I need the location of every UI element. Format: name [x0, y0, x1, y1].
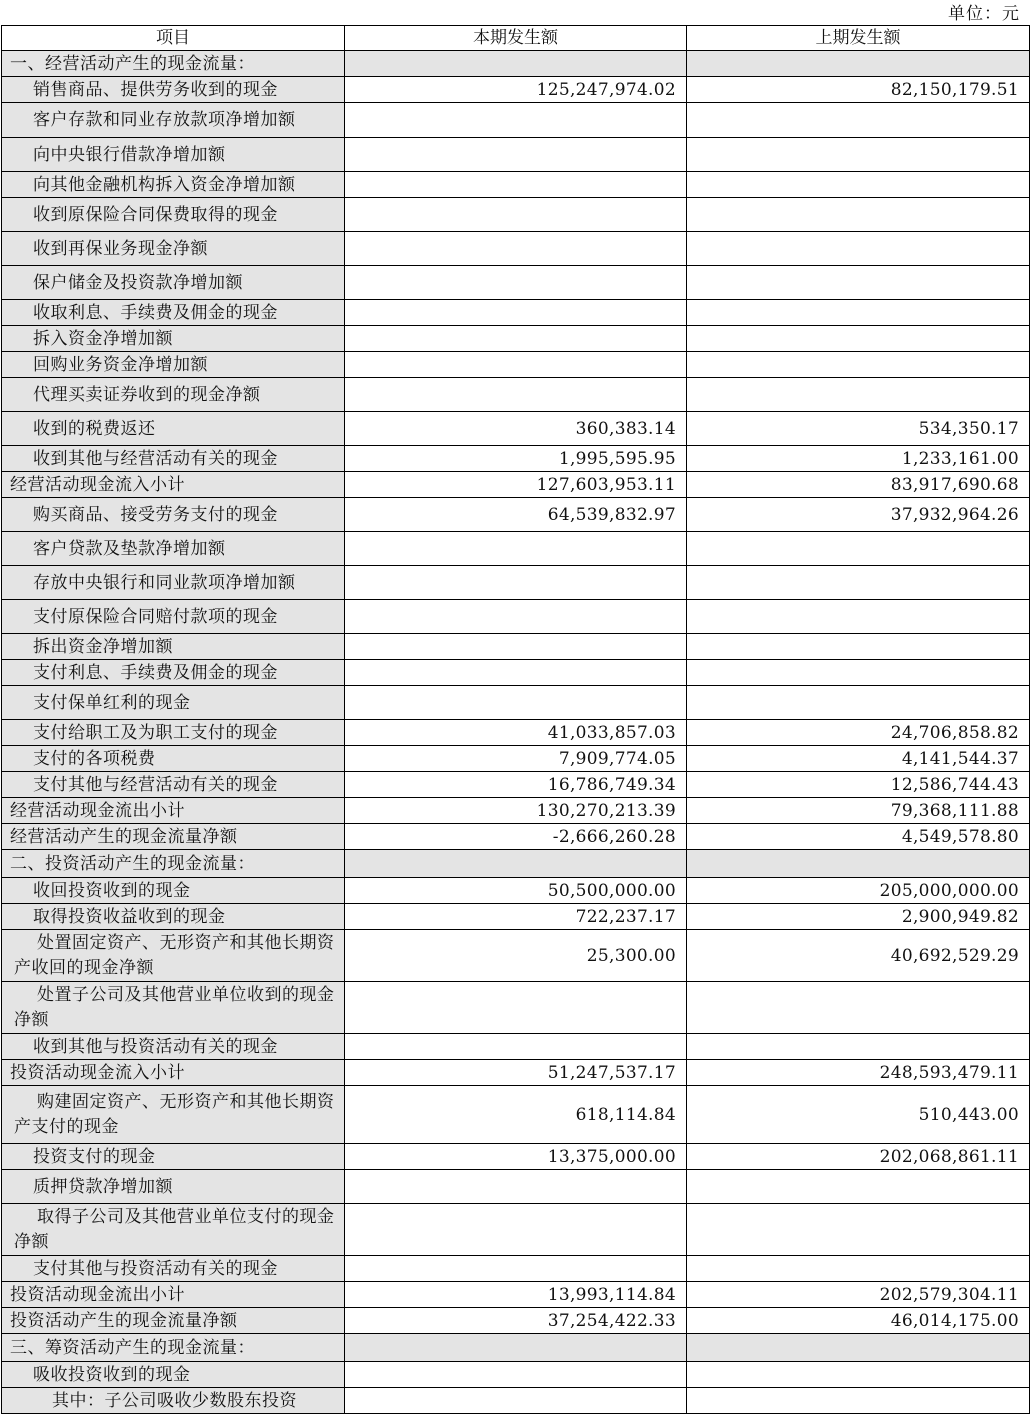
table-row: [2, 1362, 1030, 1388]
current-period-value: [345, 232, 687, 266]
row-label: 支付给职工及为职工支付的现金: [2, 720, 345, 746]
current-period-value: 360,383.14: [345, 412, 687, 446]
table-row: [2, 1170, 1030, 1204]
current-period-value: [345, 566, 687, 600]
row-label: 投资活动产生的现金流量净额: [2, 1308, 345, 1334]
row-label: 拆出资金净增加额: [2, 634, 345, 660]
current-period-value: [345, 1362, 687, 1388]
table-row: [2, 1282, 1030, 1308]
table-row: [2, 326, 1030, 352]
row-label: 购买商品、接受劳务支付的现金: [2, 498, 345, 532]
previous-period-value: [687, 566, 1030, 600]
previous-period-value: [687, 1362, 1030, 1388]
row-label: 客户贷款及垫款净增加额: [2, 532, 345, 566]
previous-period-value: [687, 266, 1030, 300]
previous-period-value: [687, 138, 1030, 172]
previous-period-value: 2,900,949.82: [687, 904, 1030, 930]
current-period-value: 13,375,000.00: [345, 1144, 687, 1170]
section-header-row: [2, 850, 1030, 878]
row-label: 支付的各项税费: [2, 746, 345, 772]
table-row: [2, 600, 1030, 634]
current-period-value: [345, 300, 687, 326]
current-period-value: 618,114.84: [345, 1086, 687, 1144]
table-row: [2, 412, 1030, 446]
table-row: [2, 904, 1030, 930]
row-label: 投资活动现金流入小计: [2, 1060, 345, 1086]
table-row: [2, 660, 1030, 686]
row-label: 处置固定资产、无形资产和其他长期资产收回的现金净额: [2, 930, 345, 982]
previous-period-value: 37,932,964.26: [687, 498, 1030, 532]
table-row: [2, 172, 1030, 198]
row-label: 销售商品、提供劳务收到的现金: [2, 77, 345, 103]
section-header-row: [2, 1334, 1030, 1362]
row-label: 支付其他与经营活动有关的现金: [2, 772, 345, 798]
table-row: [2, 1060, 1030, 1086]
row-label: 投资活动现金流出小计: [2, 1282, 345, 1308]
previous-period-value: [687, 326, 1030, 352]
table-row: [2, 1308, 1030, 1334]
table-header-row: [2, 26, 1030, 51]
previous-period-value: [687, 103, 1030, 138]
table-row: [2, 772, 1030, 798]
current-period-value: 125,247,974.02: [345, 77, 687, 103]
previous-period-value: [687, 634, 1030, 660]
row-label: 吸收投资收到的现金: [2, 1362, 345, 1388]
row-label: 处置子公司及其他营业单位收到的现金净额: [2, 982, 345, 1034]
row-label: 购建固定资产、无形资产和其他长期资产支付的现金: [2, 1086, 345, 1144]
current-period-value: [345, 532, 687, 566]
current-period-value: [345, 51, 687, 77]
table-row: [2, 446, 1030, 472]
current-period-value: [345, 686, 687, 720]
table-row: [2, 982, 1030, 1034]
previous-period-value: [687, 300, 1030, 326]
row-label: 二、投资活动产生的现金流量：: [2, 850, 345, 878]
table-row: [2, 878, 1030, 904]
header-item: 项目: [2, 26, 345, 51]
previous-period-value: [687, 1256, 1030, 1282]
row-label: 存放中央银行和同业款项净增加额: [2, 566, 345, 600]
row-label: 收到原保险合同保费取得的现金: [2, 198, 345, 232]
row-label: 收到其他与投资活动有关的现金: [2, 1034, 345, 1060]
table-row: [2, 103, 1030, 138]
current-period-value: 37,254,422.33: [345, 1308, 687, 1334]
row-label: 其中：子公司吸收少数股东投资: [2, 1388, 345, 1414]
current-period-value: [345, 600, 687, 634]
section-header-row: [2, 51, 1030, 77]
row-label: 取得子公司及其他营业单位支付的现金净额: [2, 1204, 345, 1256]
previous-period-value: [687, 198, 1030, 232]
header-previous-period: 上期发生额: [687, 26, 1030, 51]
row-label: 三、筹资活动产生的现金流量：: [2, 1334, 345, 1362]
row-label: 支付原保险合同赔付款项的现金: [2, 600, 345, 634]
current-period-value: 41,033,857.03: [345, 720, 687, 746]
current-period-value: [345, 1034, 687, 1060]
current-period-value: 16,786,749.34: [345, 772, 687, 798]
current-period-value: 25,300.00: [345, 930, 687, 982]
current-period-value: 1,995,595.95: [345, 446, 687, 472]
previous-period-value: 534,350.17: [687, 412, 1030, 446]
row-label: 支付利息、手续费及佣金的现金: [2, 660, 345, 686]
row-label: 代理买卖证券收到的现金净额: [2, 378, 345, 412]
current-period-value: [345, 1170, 687, 1204]
table-row: [2, 798, 1030, 824]
previous-period-value: [687, 660, 1030, 686]
current-period-value: [345, 198, 687, 232]
previous-period-value: 202,068,861.11: [687, 1144, 1030, 1170]
previous-period-value: [687, 850, 1030, 878]
current-period-value: [345, 1204, 687, 1256]
table-body: [2, 51, 1030, 1414]
row-label: 收取利息、手续费及佣金的现金: [2, 300, 345, 326]
table-row: [2, 352, 1030, 378]
previous-period-value: [687, 982, 1030, 1034]
table-row: [2, 720, 1030, 746]
table-row: [2, 824, 1030, 850]
current-period-value: -2,666,260.28: [345, 824, 687, 850]
row-label: 经营活动现金流入小计: [2, 472, 345, 498]
cash-flow-table: [1, 25, 1030, 1414]
previous-period-value: 46,014,175.00: [687, 1308, 1030, 1334]
table-row: [2, 1256, 1030, 1282]
current-period-value: [345, 982, 687, 1034]
current-period-value: [345, 172, 687, 198]
current-period-value: [345, 1256, 687, 1282]
previous-period-value: [687, 1034, 1030, 1060]
current-period-value: [345, 1334, 687, 1362]
row-label: 取得投资收益收到的现金: [2, 904, 345, 930]
table-row: [2, 378, 1030, 412]
current-period-value: [345, 660, 687, 686]
current-period-value: [345, 103, 687, 138]
previous-period-value: 202,579,304.11: [687, 1282, 1030, 1308]
current-period-value: 50,500,000.00: [345, 878, 687, 904]
row-label: 质押贷款净增加额: [2, 1170, 345, 1204]
previous-period-value: 24,706,858.82: [687, 720, 1030, 746]
previous-period-value: [687, 1204, 1030, 1256]
previous-period-value: 205,000,000.00: [687, 878, 1030, 904]
previous-period-value: [687, 378, 1030, 412]
row-label: 向中央银行借款净增加额: [2, 138, 345, 172]
row-label: 一、经营活动产生的现金流量：: [2, 51, 345, 77]
previous-period-value: [687, 532, 1030, 566]
current-period-value: 130,270,213.39: [345, 798, 687, 824]
previous-period-value: [687, 232, 1030, 266]
row-label: 拆入资金净增加额: [2, 326, 345, 352]
table-row: [2, 1034, 1030, 1060]
current-period-value: 13,993,114.84: [345, 1282, 687, 1308]
row-label: 收回投资收到的现金: [2, 878, 345, 904]
row-label: 支付保单红利的现金: [2, 686, 345, 720]
table-row: [2, 930, 1030, 982]
row-label: 客户存款和同业存放款项净增加额: [2, 103, 345, 138]
table-row: [2, 138, 1030, 172]
current-period-value: 64,539,832.97: [345, 498, 687, 532]
row-label: 回购业务资金净增加额: [2, 352, 345, 378]
current-period-value: [345, 634, 687, 660]
table-row: [2, 746, 1030, 772]
table-row: [2, 300, 1030, 326]
table-row: [2, 1144, 1030, 1170]
previous-period-value: [687, 686, 1030, 720]
current-period-value: [345, 138, 687, 172]
table-row: [2, 198, 1030, 232]
previous-period-value: 510,443.00: [687, 1086, 1030, 1144]
table-row: [2, 686, 1030, 720]
previous-period-value: 248,593,479.11: [687, 1060, 1030, 1086]
previous-period-value: [687, 600, 1030, 634]
row-label: 收到的税费返还: [2, 412, 345, 446]
table-row: [2, 566, 1030, 600]
table-row: [2, 232, 1030, 266]
table-row: [2, 77, 1030, 103]
current-period-value: [345, 850, 687, 878]
previous-period-value: 82,150,179.51: [687, 77, 1030, 103]
previous-period-value: 40,692,529.29: [687, 930, 1030, 982]
previous-period-value: [687, 172, 1030, 198]
previous-period-value: 4,141,544.37: [687, 746, 1030, 772]
current-period-value: 51,247,537.17: [345, 1060, 687, 1086]
row-label: 向其他金融机构拆入资金净增加额: [2, 172, 345, 198]
current-period-value: 7,909,774.05: [345, 746, 687, 772]
table-row: [2, 1204, 1030, 1256]
table-row: [2, 532, 1030, 566]
table-row: [2, 634, 1030, 660]
row-label: 支付其他与投资活动有关的现金: [2, 1256, 345, 1282]
previous-period-value: 83,917,690.68: [687, 472, 1030, 498]
header-current-period: 本期发生额: [345, 26, 687, 51]
current-period-value: [345, 352, 687, 378]
previous-period-value: [687, 1170, 1030, 1204]
unit-label: 单位：元: [948, 4, 1020, 24]
table-row: [2, 472, 1030, 498]
previous-period-value: [687, 352, 1030, 378]
current-period-value: [345, 378, 687, 412]
previous-period-value: [687, 1334, 1030, 1362]
current-period-value: 127,603,953.11: [345, 472, 687, 498]
previous-period-value: [687, 1388, 1030, 1414]
previous-period-value: 79,368,111.88: [687, 798, 1030, 824]
current-period-value: [345, 326, 687, 352]
current-period-value: [345, 266, 687, 300]
current-period-value: 722,237.17: [345, 904, 687, 930]
table-row: [2, 1086, 1030, 1144]
row-label: 经营活动现金流出小计: [2, 798, 345, 824]
previous-period-value: [687, 51, 1030, 77]
previous-period-value: 4,549,578.80: [687, 824, 1030, 850]
current-period-value: [345, 1388, 687, 1414]
row-label: 保户储金及投资款净增加额: [2, 266, 345, 300]
row-label: 收到再保业务现金净额: [2, 232, 345, 266]
table-row: [2, 498, 1030, 532]
row-label: 经营活动产生的现金流量净额: [2, 824, 345, 850]
row-label: 收到其他与经营活动有关的现金: [2, 446, 345, 472]
table-row: [2, 1388, 1030, 1414]
row-label: 投资支付的现金: [2, 1144, 345, 1170]
previous-period-value: 1,233,161.00: [687, 446, 1030, 472]
table-row: [2, 266, 1030, 300]
previous-period-value: 12,586,744.43: [687, 772, 1030, 798]
